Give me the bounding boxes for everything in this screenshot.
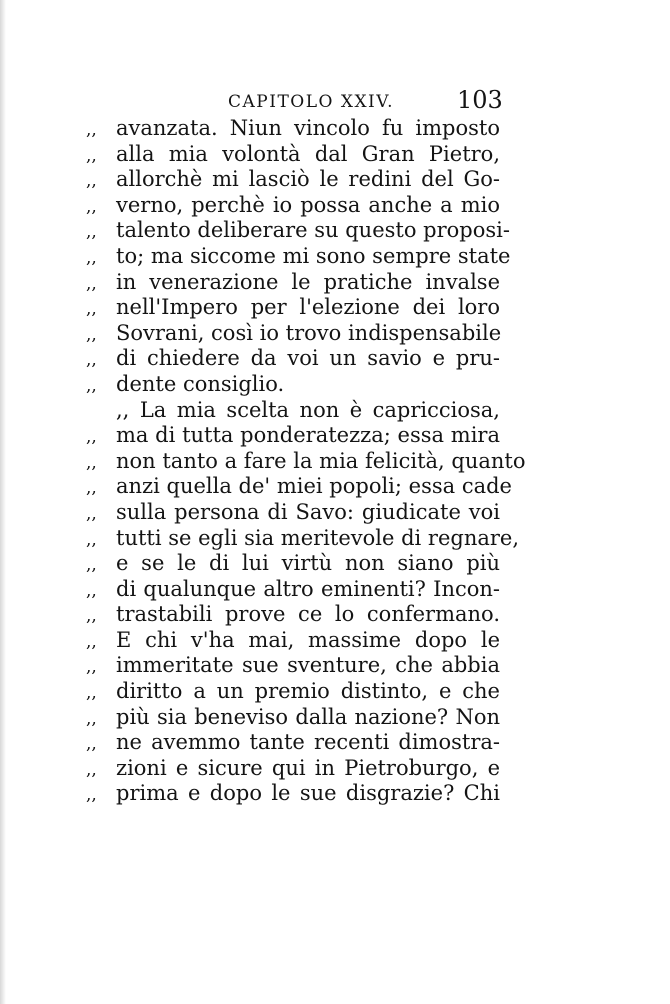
line-text: allorchè mi lasciò le redini del Go- [116, 167, 500, 192]
page-header [0, 86, 670, 116]
line-text: Sovrani, così io trovo indispensabile [116, 320, 502, 345]
text-line [86, 679, 500, 705]
quote-mark: ,, [86, 759, 97, 780]
quote-mark: ,, [86, 222, 97, 243]
quote-mark: ,, [86, 247, 97, 268]
text-line [86, 756, 500, 782]
line-text: sulla persona di Savo: giudicate voi [116, 499, 500, 524]
line-text: ,, La mia scelta non è capricciosa, [116, 397, 500, 422]
text-line [86, 781, 500, 807]
quote-mark: ,, [86, 350, 97, 371]
line-text: più sia beneviso dalla nazione? Non [116, 704, 500, 729]
text-line [86, 653, 500, 679]
text-line [86, 628, 500, 654]
quote-mark: ,, [86, 427, 97, 448]
line-text: diritto a un premio distinto, e che [116, 679, 500, 704]
text-line [86, 577, 500, 603]
text-line [86, 500, 500, 526]
line-text: avanzata. Niun vincolo fu imposto [116, 116, 500, 140]
line-text: ma di tutta ponderatezza; essa mira [116, 423, 500, 448]
quote-mark: ,, [86, 273, 97, 294]
line-text: to; ma siccome mi sono sempre state [116, 243, 511, 268]
line-text: verno, perchè io possa anche a mio [116, 192, 500, 217]
quote-mark: ,, [86, 606, 97, 627]
body-text [86, 116, 526, 807]
text-line [86, 448, 526, 475]
quote-mark: ,, [86, 580, 97, 601]
quote-mark: ,, [86, 375, 97, 396]
text-line [86, 398, 500, 424]
page-edge-shadow [0, 0, 6, 1004]
text-line [86, 243, 511, 270]
text-line [86, 372, 500, 398]
line-text: di qualunque altro eminenti? Incon- [116, 576, 500, 601]
text-line [86, 525, 519, 552]
line-text: zioni e sicure qui in Pietroburgo, e [116, 755, 500, 780]
quote-mark: ,, [86, 171, 97, 192]
line-text: immeritate sue sventure, che abbia [116, 653, 500, 678]
line-text: di chiedere da voi un savio e pru- [116, 346, 500, 371]
line-text: talento deliberare su questo proposi- [116, 218, 510, 243]
quote-mark: ,, [86, 529, 97, 550]
text-line [86, 474, 512, 500]
quote-mark: ,, [86, 708, 97, 729]
line-text: E chi v'ha mai, massime dopo le [116, 627, 500, 652]
line-text: prima e dopo le sue disgrazie? Chi [116, 781, 500, 806]
page-number: 103 [457, 86, 503, 114]
line-text: nell'Impero per l'elezione dei loro [116, 295, 500, 320]
line-text: e se le di lui virtù non siano più [116, 551, 500, 576]
line-text: dente consiglio. [116, 371, 285, 396]
text-line [86, 730, 500, 756]
quote-mark: ,, [86, 683, 97, 704]
quote-mark: ,, [86, 145, 97, 166]
quote-mark: ,, [86, 324, 97, 345]
quote-mark: ,, [86, 555, 97, 576]
text-line [86, 167, 500, 193]
text-line [86, 705, 500, 731]
quote-mark: ,, [86, 120, 97, 140]
text-line [86, 142, 500, 168]
line-text: trastabili prove ce lo confermano. [116, 602, 500, 627]
quote-mark: ,, [86, 734, 97, 755]
quote-mark: ,, [86, 196, 97, 217]
line-text: anzi quella de' miei popoli; essa cade [116, 474, 512, 499]
quote-mark: ,, [86, 478, 97, 499]
quote-mark: ,, [86, 631, 97, 652]
text-line [86, 193, 500, 219]
quote-mark: ,, [86, 785, 97, 806]
text-line [86, 321, 500, 347]
text-line [86, 218, 510, 244]
quote-mark: ,, [86, 299, 97, 320]
text-line [86, 551, 500, 577]
line-text: non tanto a fare la mia felicità, quanto [116, 448, 526, 473]
text-line [86, 116, 500, 142]
text-line [86, 270, 500, 296]
text-line [86, 602, 500, 628]
running-head: CAPITOLO XXIV. [228, 92, 394, 112]
text-line [86, 423, 500, 449]
line-text: alla mia volontà dal Gran Pietro, [116, 141, 500, 166]
text-line [86, 295, 500, 321]
line-text: tutti se egli sia meritevole di regnare, [116, 525, 519, 550]
quote-mark: ,, [86, 503, 97, 524]
line-text: in venerazione le pratiche invalse [116, 269, 500, 294]
quote-mark: ,, [86, 657, 97, 678]
text-line [86, 346, 500, 372]
quote-mark: ,, [86, 452, 97, 473]
line-text: ne avemmo tante recenti dimostra- [116, 730, 500, 755]
